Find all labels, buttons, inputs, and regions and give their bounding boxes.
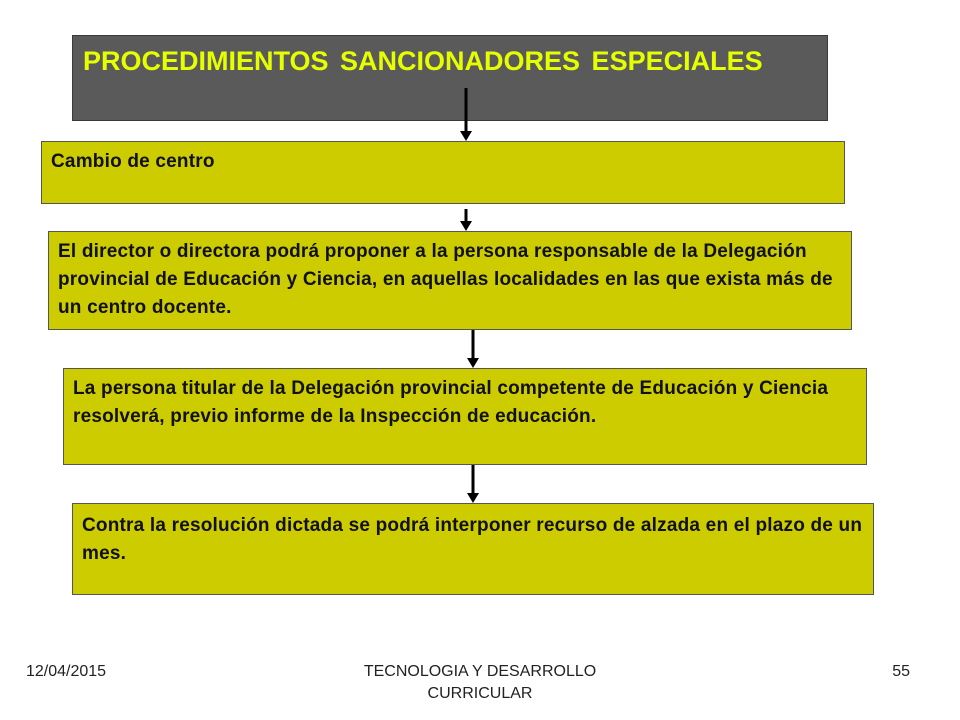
footer-title: TECNOLOGIA Y DESARROLLO CURRICULAR [363,663,597,702]
step-box-recurso-alzada: Contra la resolución dictada se podrá interponer recurso de alzada en el plazo de un mes. [72,503,874,595]
footer-date: 12/04/2015 [26,663,107,680]
step-box-delegacion-resuelve: La persona titular de la Delegación provincial competente de Educación y Ciencia resolverá, previo informe de la Inspección de educación. [63,368,867,465]
step-box-director-propone: El director o directora podrá proponer a la persona responsable de la Delegación provincial de Educación y Ciencia, en aquellas localidades en las que exista más de un centro docente. [48,231,852,330]
arrow-step2-to-step3 [467,330,479,368]
slide-title: PROCEDIMIENTOS SANCIONADORES ESPECIALES [72,35,828,121]
footer-page-number: 55 [892,663,910,680]
arrow-step3-to-step4 [467,465,479,503]
step-box-cambio-de-centro: Cambio de centro [41,141,845,204]
arrow-step1-to-step2 [460,209,472,231]
